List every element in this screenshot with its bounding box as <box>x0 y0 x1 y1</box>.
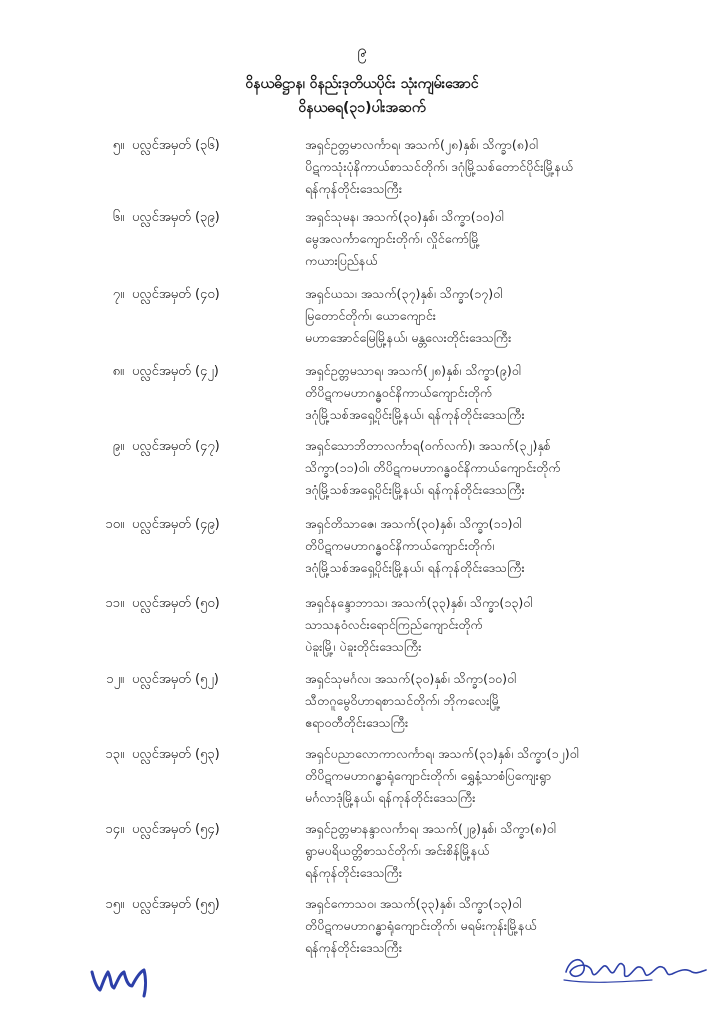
entry-14 <box>0 818 724 888</box>
entry-number: ၁၂။ <box>106 672 124 687</box>
entry-9 <box>0 435 724 505</box>
entry-number: ၁၄။ <box>105 822 124 837</box>
entry-line: ဧရာဝတီတိုင်းဒေသကြီး <box>305 715 409 730</box>
entry-number: ၉။ <box>112 439 124 454</box>
entry-details <box>305 668 710 734</box>
entry-seat-label: ပလ္လင်အမှတ် (၄၇) <box>132 439 220 454</box>
entry-line: ရန်ကုန်တိုင်းဒေသကြီး <box>305 940 403 955</box>
entry-seat-label: ပလ္လင်အမှတ် (၃၆) <box>132 138 220 153</box>
entry-details <box>305 283 710 349</box>
entry-line: အရှင်နန္ဒောဘာသ၊ အသက်(၃၃)နှစ်၊ သိက္ခာ(၁၃)ဝါ <box>305 595 533 610</box>
entry-line: အရှင်သုမန၊ အသက်(၃၀)နှစ်၊ သိက္ခာ(၁၀)ဝါ <box>305 209 504 224</box>
entry-number: ၈။ <box>112 364 124 379</box>
entry-line: အရှင်ဥတ္တမာလင်္ကာရ၊ အသက်(၂၈)နှစ်၊ သိက္ခာ(၈)ဝါ <box>305 137 538 152</box>
entry-6 <box>0 206 724 276</box>
entry-line: မြတောင်တိုက်၊ ယောကျောင်း <box>305 308 436 323</box>
entry-seat-label: ပလ္လင်အမှတ် (၅၂) <box>132 672 219 687</box>
heading-line-1: ဝိနယဓိဋ္ဌာန၊ ဝိနည်းဒုတိယပိုင်း သုံးကျမ်းအောင် <box>245 76 479 92</box>
entry-line: ပိဋကသုံးပုံနိကာယ်စာသင်တိုက်၊ ဒဂုံမြို့သစ်တောင်ပိုင်းမြို့နယ် <box>305 159 574 174</box>
entry-line: ဒဂုံမြို့သစ်အရှေ့ပိုင်းမြို့နယ်၊ ရန်ကုန်တိုင်းဒေသကြီး <box>305 560 525 575</box>
entry-seat-label: ပလ္လင်အမှတ် (၅၅) <box>132 897 220 912</box>
entry-line: ဒဂုံမြို့သစ်အရှေ့ပိုင်းမြို့နယ်၊ ရန်ကုန်တိုင်းဒေသကြီး <box>305 482 525 497</box>
entry-line: ကယားပြည်နယ် <box>305 253 378 268</box>
entry-line: ရန်ကုန်တိုင်းဒေသကြီး <box>305 865 403 880</box>
entry-seat-label: ပလ္လင်အမှတ် (၄၉) <box>132 517 220 532</box>
entry-details <box>305 743 710 809</box>
entry-number: ၁၅။ <box>105 897 124 912</box>
entry-details <box>305 134 710 200</box>
entry-line: သီတဂူမွေဝိဟာရစာသင်တိုက်၊ ဘိုကလေးမြို့ <box>305 693 501 708</box>
entry-8 <box>0 360 724 430</box>
entry-number: ၁၀။ <box>105 517 124 532</box>
entry-seat-label: ပလ္လင်အမှတ် (၅၃) <box>132 747 220 762</box>
entry-7 <box>0 283 724 353</box>
entry-line: အရှင်ဥတ္တမသာရ၊ အသက်(၂၈)နှစ်၊ သိက္ခာ(၉)ဝါ <box>305 363 521 378</box>
entry-details <box>305 592 710 658</box>
entry-details <box>305 206 710 272</box>
entry-number: ၁၁။ <box>105 596 124 611</box>
entry-11 <box>0 592 724 662</box>
entry-line: ပဲခူးမြို့၊ ပဲခူးတိုင်းဒေသကြီး <box>305 639 422 654</box>
handwritten-signature <box>560 950 710 990</box>
entry-details <box>305 360 710 426</box>
entry-line: အရှင်ယသ၊ အသက်(၃၇)နှစ်၊ သိက္ခာ(၁၇)ဝါ <box>305 286 503 301</box>
heading-line-2: ဝိနယဓရ(၃၁)ပါးအဆက် <box>298 100 426 116</box>
entry-line: အရှင်ဥတ္တမာနန္ဒာလင်္ကာရ၊ အသက်(၂၉)နှစ်၊ သိက္ခာ(၈)ဝါ <box>305 821 556 836</box>
entry-10 <box>0 513 724 583</box>
entry-details <box>305 513 710 579</box>
entry-seat-label: ပလ္လင်အမှတ် (၄၂) <box>132 364 219 379</box>
entry-line: တိပိဋကမဟာဂန္ဓဝင်နိကာယ်ကျောင်းတိုက် <box>305 385 493 400</box>
entry-line: သိက္ခာ(၁၁)ဝါ၊ တိပိဋကမဟာဂန္ဓဝင်နိကာယ်ကျောင်းတိုက် <box>305 460 561 475</box>
entry-line: အရှင်သောဘိတာလင်္ကာရ(ဝက်လက်)၊ အသက်(၃၂)နှစ် <box>305 438 551 453</box>
entry-line: အရှင်ပညာလောကာလင်္ကာရ၊ အသက်(၃၁)နှစ်၊ သိက္ခာ(၁၂)ဝါ <box>305 746 579 761</box>
entry-seat-label: ပလ္လင်အမှတ် (၅၀) <box>132 596 220 611</box>
entry-5 <box>0 134 724 204</box>
entry-line: ဒဂုံမြို့သစ်အရှေ့ပိုင်းမြို့နယ်၊ ရန်ကုန်တိုင်းဒေသကြီး <box>305 407 525 422</box>
entry-details <box>305 435 710 501</box>
handwritten-initials <box>88 960 168 1000</box>
entry-line: မဟာအောင်မြေမြို့နယ်၊ မန္တလေးတိုင်းဒေသကြီး <box>305 330 512 345</box>
entry-line: အရှင်တိသာဇေ၊ အသက်(၃၀)နှစ်၊ သိက္ခာ(၁၁)ဝါ <box>305 516 522 531</box>
entry-number: ၆။ <box>112 210 124 225</box>
page-number: ၉ <box>357 41 367 61</box>
entry-line: ရန်ကုန်တိုင်းဒေသကြီး <box>305 181 403 196</box>
entry-seat-label: ပလ္လင်အမှတ် (၄၀) <box>132 287 220 302</box>
entry-line: မွေအလင်္ကာကျောင်းတိုက်၊ လှိုင်ကော်မြို့ <box>305 231 481 246</box>
entry-line: တိပိဋကမဟာဂန္ဓဝင်နိကာယ်ကျောင်းတိုက်၊ <box>305 538 495 553</box>
entry-line: ရွာမပရိယတ္တိစာသင်တိုက်၊ အင်းစိန်မြို့နယ် <box>305 843 490 858</box>
entry-seat-label: ပလ္လင်အမှတ် (၃၉) <box>132 210 220 225</box>
entry-line: အရှင်သုမင်္ဂလ၊ အသက်(၃၀)နှစ်၊ သိက္ခာ(၁၀)ဝါ <box>305 671 517 686</box>
entry-line: တိပိဋကမဟာဂန္ဓာရုံကျောင်းတိုက်၊ မရမ်းကုန်းမြို့နယ် <box>305 918 537 933</box>
entry-details <box>305 818 710 884</box>
entry-13 <box>0 743 724 813</box>
entry-number: ၅။ <box>112 138 124 153</box>
entry-seat-label: ပလ္လင်အမှတ် (၅၄) <box>132 822 220 837</box>
entry-line: သာသနဝံလင်းရောင်ကြည်ကျောင်းတိုက် <box>305 617 483 632</box>
entry-number: ၁၃။ <box>105 747 124 762</box>
entry-line: မင်္ဂလာဒုံမြို့နယ်၊ ရန်ကုန်တိုင်းဒေသကြီး <box>305 790 476 805</box>
entry-number: ၇။ <box>112 287 124 302</box>
entry-line: အရှင်ကောသဝ၊ အသက်(၃၃)နှစ်၊ သိက္ခာ(၁၃)ဝါ <box>305 896 522 911</box>
entry-line: တိပိဋကမဟာဂန္ဓာရုံကျောင်းတိုက်၊ ရွှေနံ့သာစံပြကျေးရွာ <box>305 768 552 783</box>
entry-12 <box>0 668 724 738</box>
